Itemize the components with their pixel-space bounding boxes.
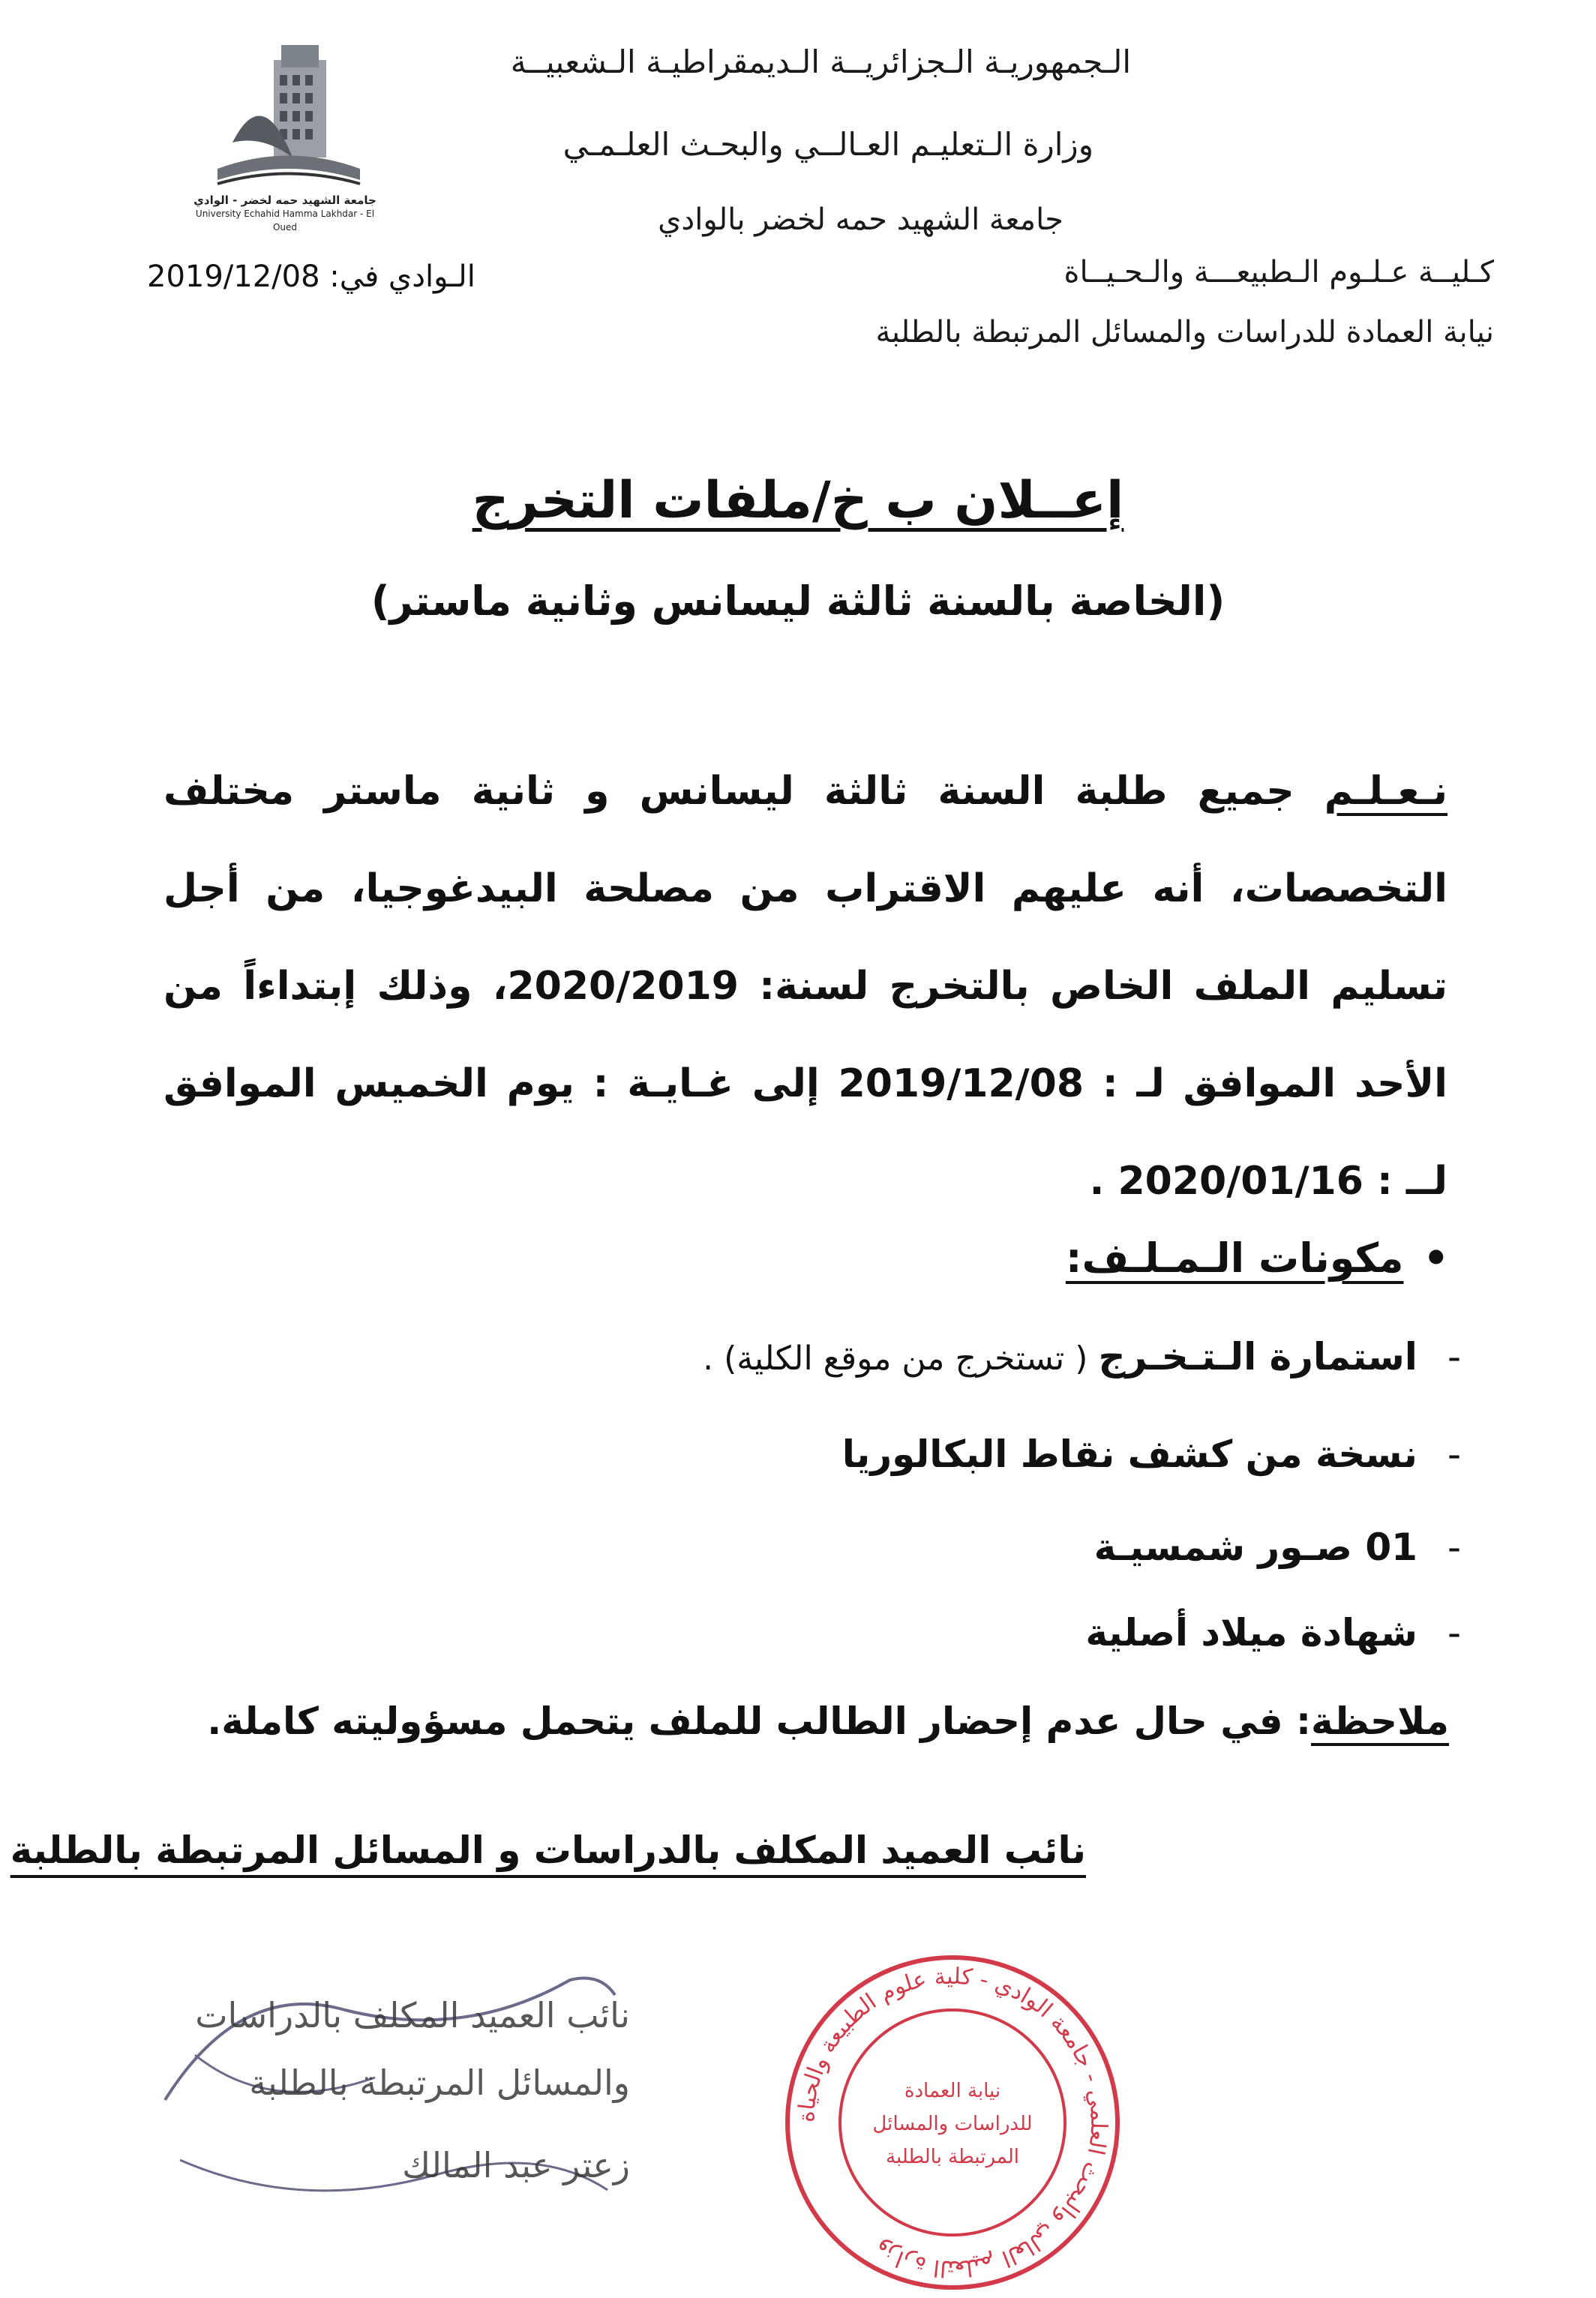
official-stamp [780, 1950, 1125, 2295]
components-heading [1066, 1234, 1449, 1282]
dash-icon: - [1447, 1335, 1461, 1378]
paragraph-text: جميع طلبة السنة ثالثة ليسانس و ثانية ماستر مختلف التخصصات، أنه عليهم الاقتراب من مصلحة البيدغوجيا، من أجل تسليم الملف الخاص بالتخرج لسنة: 2020/2019، وذلك إبتداءاً من الأحد الموافق لـ : 2019/12/08 إلى غـايـة : يوم الخميس الموافق لــ : 2020/01/16 . [164, 769, 1448, 1204]
signature-title: نائب العميد المكلف بالدراسات و المسائل المرتبطة بالطلبة [10, 1828, 1086, 1872]
item-bold: شهادة ميلاد أصلية [1085, 1611, 1418, 1654]
logo-caption [188, 194, 382, 234]
stamp-line-1: نائب العميد المكلف بالدراسات [195, 1995, 630, 2036]
bullet-icon: • [1423, 1234, 1449, 1282]
stamp-center-2: للدراسات والمسائل [872, 2113, 1033, 2135]
stamp-center-1: نيابة العمادة [904, 2080, 1001, 2102]
components-label: مكونات الـمـلـف: [1065, 1234, 1404, 1282]
list-item [1094, 1526, 1461, 1569]
university-logo [202, 30, 375, 202]
note-label: ملاحظة [1311, 1700, 1449, 1743]
stamp-line-2: والمسائل المرتبطة بالطلبة [249, 2062, 630, 2103]
stamp-center-3: المرتبطة بالطلبة [886, 2146, 1019, 2168]
dash-icon: - [1447, 1432, 1461, 1476]
stamp-ring-text: وزارة التعليم العالي والبحث العلمي - جامعة الوادي - كلية علوم الطبيعة والحياة [793, 1963, 1112, 2282]
header-faculty: كـليــة عـلـوم الـطبيعـــة والـحـيــاة [1064, 255, 1494, 290]
header-university: جامعة الشهيد حمه لخضر بالوادي [658, 202, 1064, 237]
list-item [703, 1335, 1461, 1378]
dash-icon: - [1447, 1611, 1461, 1654]
note-text: : في حال عدم إحضار الطالب للملف يتحمل مسؤوليته كاملة. [207, 1700, 1312, 1743]
logo-caption-en: University Echahid Hamma Lakhdar - El Oued [195, 208, 375, 232]
list-item [1085, 1611, 1461, 1654]
paragraph-first-word: نـعـلـم [1324, 769, 1448, 814]
header-ministry: وزارة الـتعليـم العـالــي والبحـث العلـمـي [562, 126, 1094, 163]
item-bold: نسخة من كشف نقاط البكالوريا [842, 1432, 1418, 1476]
header-vice-deanship: نيابة العمادة للدراسات والمسائل المرتبطة بالطلبة [875, 315, 1494, 350]
date-value: 2019/12/08 [147, 260, 320, 294]
header-republic: الـجمهوريـة الـجزائريــة الـديمقراطيـة الـشعبيــة [510, 44, 1131, 80]
item-bold: 01 صـور شمسيـة [1094, 1526, 1418, 1569]
date-label: الـوادي في: [329, 260, 476, 294]
logo-caption-ar: جامعة الشهيد حمه لخضر - الوادي [194, 194, 376, 207]
note-line [207, 1700, 1449, 1743]
stamp-line-3: زعتر عبد المالك [402, 2145, 630, 2186]
page-title [0, 471, 1596, 530]
announcement-paragraph [164, 742, 1448, 1230]
signature-stamp-block [150, 1965, 630, 2220]
item-bold: استمارة الـتـخـرج [1098, 1335, 1418, 1378]
dash-icon: - [1447, 1526, 1461, 1569]
list-item [842, 1432, 1461, 1476]
title-text: إعــلان ب خ/ملفات التخرج [472, 471, 1124, 530]
item-note: ( تستخرج من موقع الكلية) . [703, 1340, 1099, 1378]
date-line [147, 260, 476, 294]
page-subtitle: (الخاصة بالسنة ثالثة ليسانس وثانية ماستر) [370, 578, 1226, 625]
